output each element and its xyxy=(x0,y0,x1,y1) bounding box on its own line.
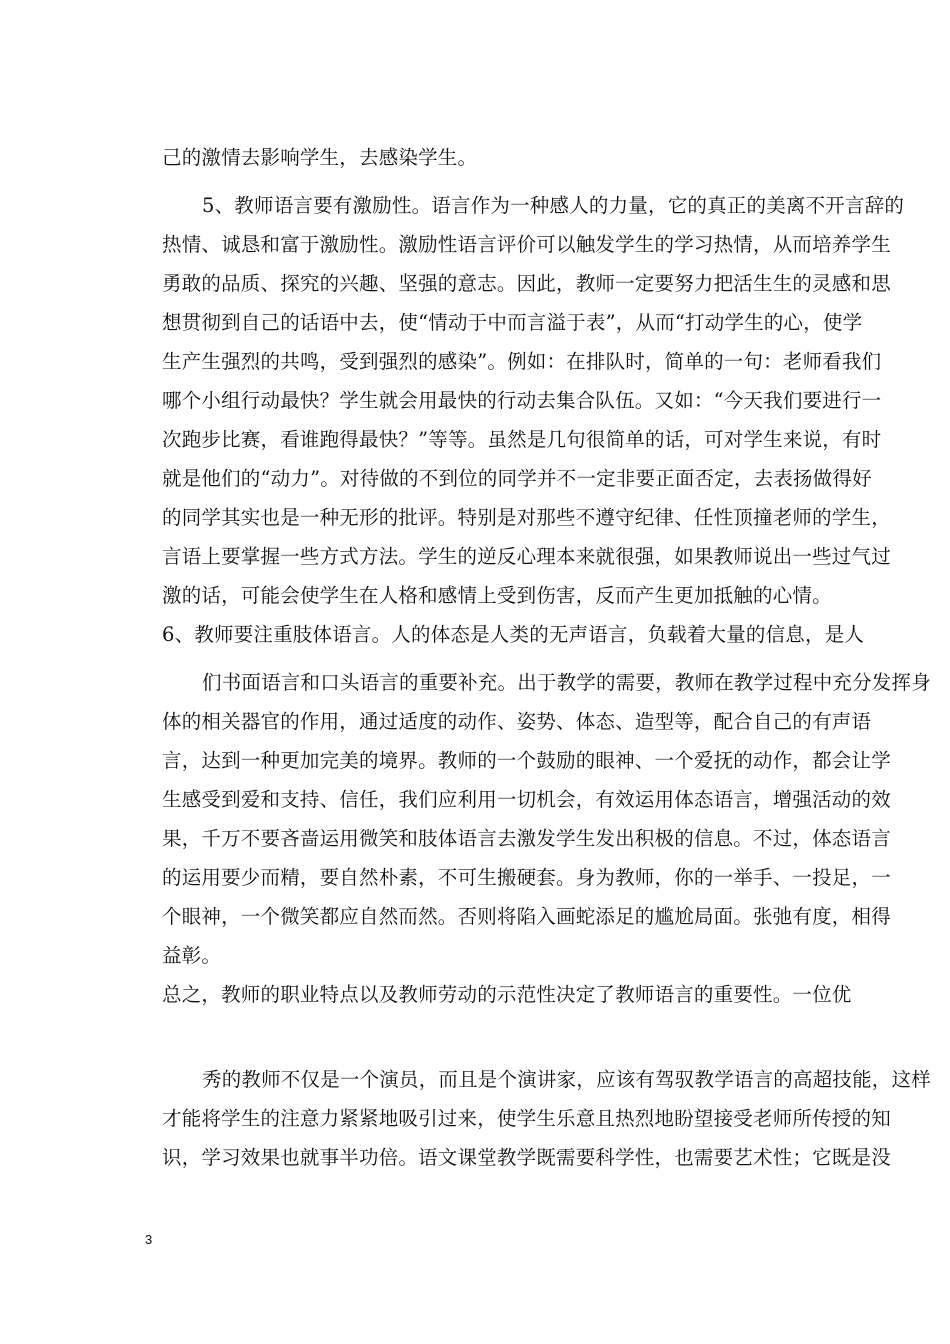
text-line: 哪个小组行动最快？学生就会用最快的行动去集合队伍。又如：“今天我们要进行一 xyxy=(162,389,882,412)
paragraph-6-start: 们书面语言和口头语言的重要补充。出于教学的需要，教师在教学过程中充分发挥身 xyxy=(202,671,931,694)
text-line: 生产生强烈的共鸣，受到强烈的感染”。例如：在排队时，简单的一句：老师看我们 xyxy=(162,350,882,373)
text-line: 识，学习效果也就事半功倍。语文课堂教学既需要科学性，也需要艺术性；它既是没 xyxy=(162,1146,891,1169)
text-line: 勇敢的品质、探究的兴趣、坚强的意志。因此，教师一定要努力把活生生的灵感和思 xyxy=(162,272,891,295)
text-line: 言，达到一种更加完美的境界。教师的一个鼓励的眼神、一个爱抚的动作，都会让学 xyxy=(162,749,891,772)
text-line: 想贯彻到自己的话语中去，使“情动于中而言溢于表”，从而“打动学生的心，使学 xyxy=(162,311,863,334)
text-line: 就是他们的“动力”。对待做的不到位的同学并不一定非要正面否定，去表扬做得好 xyxy=(162,467,872,490)
text-line: 个眼神，一个微笑都应自然而然。否则将陷入画蛇添足的尴尬局面。张弛有度，相得 xyxy=(162,905,891,928)
text-line: 的同学其实也是一种无形的批评。特别是对那些不遵守纪律、任性顶撞老师的学生， xyxy=(162,506,891,529)
text-line: 次跑步比赛，看谁跑得最快？”等等。虽然是几句很简单的话，可对学生来说，有时 xyxy=(162,428,882,451)
text-line: 生感受到爱和支持、信任，我们应利用一切机会，有效运用体态语言，增强活动的效 xyxy=(162,788,891,811)
text-line: 的运用要少而精，要自然朴素，不可生搬硬套。身为教师，你的一举手、一投足，一 xyxy=(162,866,891,889)
paragraph-5-start: 5、教师语言要有激励性。语言作为一种感人的力量，它的真正的美离不开言辞的 xyxy=(202,194,905,217)
text-line: 总之，教师的职业特点以及教师劳动的示范性决定了教师语言的重要性。一位优 xyxy=(162,983,852,1006)
text-line: 益彰。 xyxy=(162,944,222,967)
text-line: 己的激情去影响学生，去感染学生。 xyxy=(162,146,478,169)
text-line: 激的话，可能会使学生在人格和感情上受到伤害，反而产生更加抵触的心情。 xyxy=(162,584,832,607)
text-line: 果，千万不要吝啬运用微笑和肢体语言去激发学生发出积极的信息。不过，体态语言 xyxy=(162,827,891,850)
text-line: 热情、诚恳和富于激励性。激励性语言评价可以触发学生的学习热情，从而培养学生 xyxy=(162,233,891,256)
page-number: 3 xyxy=(145,1232,153,1247)
conclusion-paragraph-start: 秀的教师不仅是一个演员，而且是个演讲家，应该有驾驭教学语言的高超技能，这样 xyxy=(202,1068,931,1091)
text-line: 才能将学生的注意力紧紧地吸引过来，使学生乐意且热烈地盼望接受老师所传授的知 xyxy=(162,1107,891,1130)
text-line: 6、教师要注重肢体语言。人的体态是人类的无声语言，负载着大量的信息，是人 xyxy=(162,623,865,646)
text-line: 言语上要掌握一些方式方法。学生的逆反心理本来就很强，如果教师说出一些过气过 xyxy=(162,545,891,568)
text-line: 体的相关器官的作用，通过适度的动作、姿势、体态、造型等，配合自己的有声语 xyxy=(162,710,872,733)
